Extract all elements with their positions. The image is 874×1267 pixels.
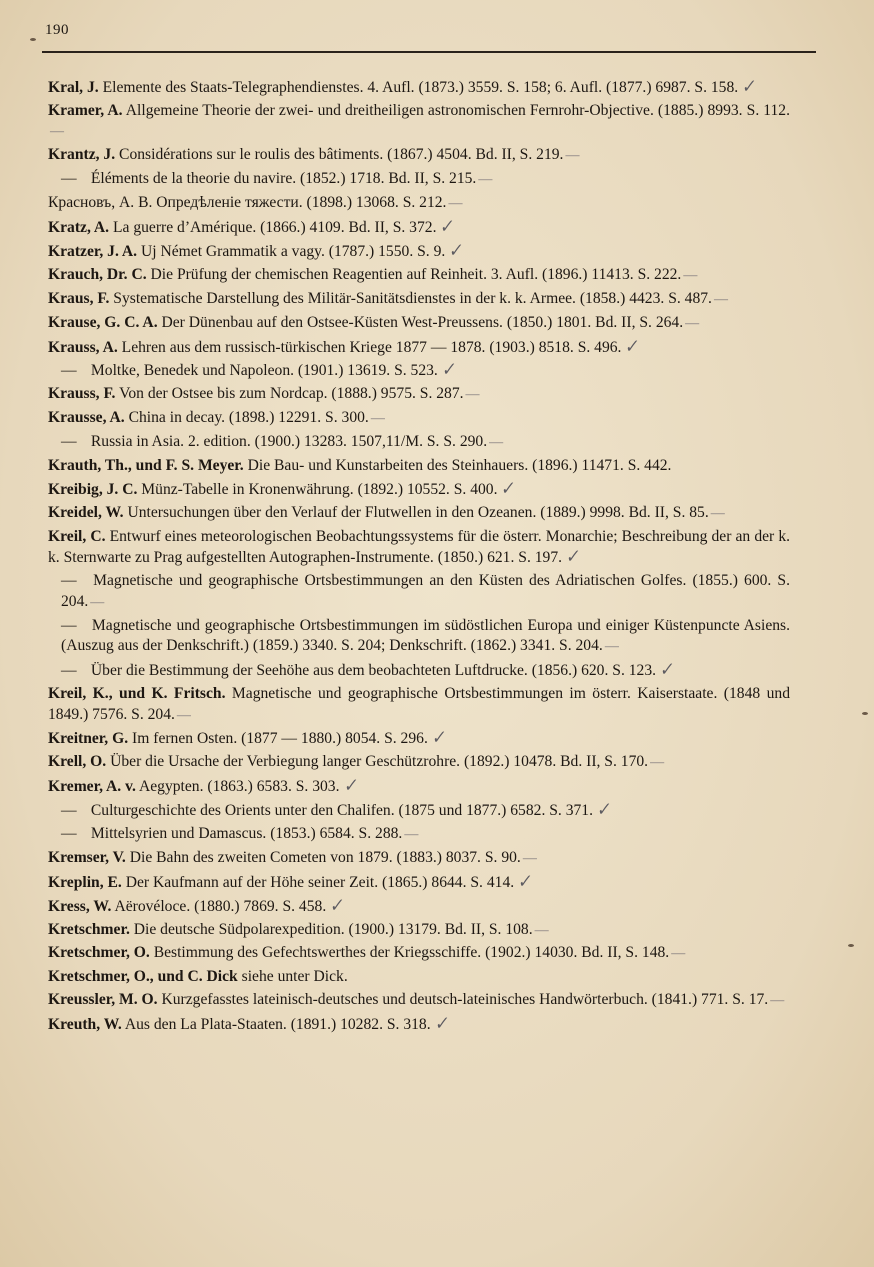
index-entry bbox=[0, 800, 790, 822]
index-entry bbox=[0, 169, 790, 191]
entry-author: Kratz, A. bbox=[48, 219, 110, 237]
index-entry bbox=[0, 265, 790, 287]
index-entry bbox=[0, 824, 790, 846]
entry-text: Die Bahn des zweiten Cometen von 1879. (1883.) 8037. S. 90. bbox=[129, 848, 521, 866]
entry-author: Kreil, C. bbox=[48, 527, 106, 545]
index-entry bbox=[0, 684, 790, 726]
entry-text: Entwurf eines meteorologischen Beobachtungssystems für die österr. Monarchie; Beschreibung der an der k. k. Sternwarte zu Prag aufgestellten Autographen-Instrumente. (1850.) 621. S. 197. bbox=[48, 527, 791, 567]
dash-mark-icon: — bbox=[404, 827, 419, 843]
entry-author: Krantz, J. bbox=[48, 146, 116, 164]
ditto-dash: — bbox=[61, 433, 77, 451]
ditto-dash: — bbox=[61, 616, 77, 634]
entry-text: Culturgeschichte des Orients unter den Chalifen. (1875 und 1877.) 6582. S. 371. bbox=[90, 802, 594, 820]
entry-author: Kreil, K., und K. Fritsch. bbox=[48, 684, 226, 702]
entry-text: Münz-Tabelle in Kronenwährung. (1892.) 10552. S. 400. bbox=[141, 480, 498, 498]
entry-text: China in decay. (1898.) 12291. S. 300. bbox=[128, 409, 369, 427]
entry-author: Kretschmer, O. bbox=[48, 944, 150, 962]
check-mark-icon: ✓ bbox=[657, 659, 675, 680]
entry-text: Uj Német Grammatik a vagy. (1787.) 1550. S. 9. bbox=[140, 242, 446, 260]
ditto-dash: — bbox=[61, 170, 77, 188]
entry-author: Kreibig, J. C. bbox=[48, 480, 138, 498]
entry-text: La guerre d’Amérique. (1866.) 4109. Bd. II, S. 372. bbox=[112, 219, 437, 237]
entry-author: Krauth, Th., und F. S. Meyer. bbox=[48, 456, 244, 474]
check-mark-icon: ✓ bbox=[623, 335, 640, 357]
index-entry bbox=[0, 872, 790, 894]
entry-author: Kremer, A. v. bbox=[48, 778, 136, 796]
entry-text: Die deutsche Südpolarexpedition. (1900.) 13179. Bd. II, S. 108. bbox=[133, 920, 533, 938]
dash-mark-icon: — bbox=[489, 435, 504, 451]
entry-text: Aërovéloce. (1880.) 7869. S. 458. bbox=[114, 897, 327, 915]
entry-text: Elemente des Staats-Telegraphendienstes. 4. Aufl. (1873.) 3559. S. 158; 6. Aufl. (1877.) 6987. S. 158. bbox=[102, 79, 739, 96]
index-entry bbox=[0, 408, 790, 430]
entry-text: Опредѣленіе тяжести. (1898.) 13068. S. 212. bbox=[156, 194, 447, 212]
dash-mark-icon: — bbox=[683, 267, 698, 283]
index-entry bbox=[0, 967, 790, 988]
check-mark-icon: ✓ bbox=[594, 799, 612, 821]
entry-text: Die Prüfung der chemischen Reagentien auf Reinheit. 3. Aufl. (1896.) 11413. S. 222. bbox=[150, 265, 682, 283]
index-entry bbox=[0, 456, 790, 477]
header-rule bbox=[42, 51, 816, 53]
index-entry bbox=[0, 360, 790, 382]
check-mark-icon: ✓ bbox=[446, 240, 464, 261]
page-number: 190 bbox=[45, 22, 69, 38]
ditto-dash: — bbox=[61, 572, 77, 590]
entry-author: Kreitner, G. bbox=[48, 730, 129, 748]
ink-spot bbox=[862, 712, 868, 715]
entry-author: Krauss, F. bbox=[48, 385, 116, 403]
index-entry bbox=[0, 896, 790, 918]
dash-mark-icon: — bbox=[650, 755, 665, 771]
entry-text: Der Kaufmann auf der Höhe seiner Zeit. (1865.) 8644. S. 414. bbox=[125, 873, 515, 891]
index-entry bbox=[0, 217, 790, 239]
index-entry bbox=[0, 527, 790, 569]
entry-author: Kreussler, M. O. bbox=[48, 991, 158, 1009]
entry-text: Éléments de la theorie du navire. (1852.) 1718. Bd. II, S. 215. bbox=[90, 170, 477, 188]
entry-text: Kurzgefasstes lateinisch-deutsches und deutsch-lateinisches Handwörterbuch. (1841.) 771. S. 17. bbox=[161, 991, 769, 1009]
entry-text: Russia in Asia. 2. edition. (1900.) 13283. 1507,11/M. S. S. 290. bbox=[90, 433, 488, 451]
dash-mark-icon: — bbox=[370, 411, 385, 427]
entry-author: Krausse, A. bbox=[48, 409, 125, 427]
entry-text: Considérations sur le roulis des bâtiments. (1867.) 4504. Bd. II, S. 219. bbox=[119, 146, 564, 164]
entry-author: Kreidel, W. bbox=[48, 503, 124, 521]
dash-mark-icon: — bbox=[465, 387, 480, 403]
check-mark-icon: ✓ bbox=[563, 546, 581, 568]
index-entry bbox=[0, 920, 790, 942]
index-entry bbox=[0, 337, 790, 359]
index-entry bbox=[0, 503, 790, 525]
entry-text: Allgemeine Theorie der zwei- und dreitheiligen astronomischen Fernrohr-Objective. (1885.) 8993. S. 112. bbox=[125, 101, 791, 119]
dash-mark-icon: — bbox=[770, 993, 785, 1009]
index-entry bbox=[0, 752, 790, 774]
entry-text: Systematische Darstellung des Militär-Sanitätsdienstes in der k. k. Armee. (1858.) 4423. S. 487. bbox=[113, 289, 712, 307]
dash-mark-icon: — bbox=[176, 707, 191, 723]
check-mark-icon: ✓ bbox=[439, 359, 457, 381]
check-mark-icon: ✓ bbox=[432, 1013, 450, 1035]
index-entry bbox=[0, 241, 790, 263]
dash-mark-icon: — bbox=[671, 946, 686, 962]
index-entry bbox=[0, 432, 790, 454]
entry-text: Über die Ursache der Verbiegung langer Geschützrohre. (1892.) 10478. Bd. II, S. 170. bbox=[110, 753, 649, 771]
index-entry bbox=[0, 384, 790, 406]
entry-author: Красновъ, А. В. bbox=[48, 194, 153, 212]
entry-text: Mittelsyrien und Damascus. (1853.) 6584. S. 288. bbox=[90, 825, 403, 843]
index-entry bbox=[0, 728, 790, 750]
dash-mark-icon: — bbox=[534, 922, 549, 938]
entry-text: Lehren aus dem russisch-türkischen Kriege 1877 — 1878. (1903.) 8518. S. 496. bbox=[121, 338, 622, 356]
index-entry bbox=[0, 660, 790, 682]
ink-spot bbox=[30, 38, 36, 41]
index-entry bbox=[0, 77, 790, 99]
entry-text: Magnetische und geographische Ortsbestimmungen im österr. Kaiserstaate. (1848 und 1849.) 7576. S. 204. bbox=[48, 684, 790, 723]
dash-mark-icon: — bbox=[478, 172, 493, 188]
check-mark-icon: ✓ bbox=[515, 870, 533, 892]
entry-author: Krauss, A. bbox=[48, 338, 118, 356]
index-entry bbox=[0, 101, 790, 143]
dash-mark-icon: — bbox=[522, 850, 537, 866]
entry-text: Im fernen Osten. (1877 — 1880.) 8054. S. 296. bbox=[132, 730, 428, 748]
entry-text: Bestimmung des Gefechtswerthes der Kriegsschiffe. (1902.) 14030. Bd. II, S. 148. bbox=[153, 944, 670, 962]
entry-text: Untersuchungen über den Verlauf der Flutwellen in den Ozeanen. (1889.) 9998. Bd. II, S. 85. bbox=[127, 503, 709, 521]
ditto-dash: — bbox=[61, 825, 77, 843]
index-entry bbox=[0, 145, 790, 167]
ditto-dash: — bbox=[61, 362, 77, 380]
entry-author: Kremser, V. bbox=[48, 848, 126, 866]
ink-spot bbox=[848, 944, 854, 947]
entry-author: Kress, W. bbox=[48, 897, 112, 915]
index-entry bbox=[0, 289, 790, 311]
dash-mark-icon: — bbox=[565, 148, 580, 164]
entry-author: Krauch, Dr. C. bbox=[48, 265, 147, 283]
ditto-dash: — bbox=[61, 802, 77, 820]
check-mark-icon: ✓ bbox=[739, 76, 757, 97]
index-entry bbox=[0, 848, 790, 870]
index-entry bbox=[0, 193, 790, 215]
entry-text: Von der Ostsee bis zum Nordcap. (1888.) 9575. S. 287. bbox=[119, 385, 464, 403]
dash-mark-icon: — bbox=[604, 639, 619, 655]
index-entry bbox=[0, 990, 790, 1012]
dash-mark-icon: — bbox=[710, 505, 725, 521]
entry-author: Kreuth, W. bbox=[48, 1016, 122, 1034]
entry-author: Kretschmer. bbox=[48, 920, 130, 938]
entry-author: Kramer, A. bbox=[48, 101, 123, 119]
index-entry bbox=[0, 616, 790, 658]
index-entry bbox=[0, 479, 790, 501]
index-entry bbox=[0, 776, 790, 798]
check-mark-icon: ✓ bbox=[341, 775, 358, 797]
dash-mark-icon: — bbox=[90, 594, 105, 610]
entry-text: Magnetische und geographische Ortsbestimmungen im südöstlichen Europa und einiger Küstenpuncte Asiens. (Auszug aus der Denkschrift.) (1859.) 3340. S. 204; Denkschrift. (1862.) 3341. S. 204. bbox=[61, 616, 790, 655]
check-mark-icon: ✓ bbox=[438, 216, 455, 237]
entry-author: Kretschmer, O., und C. Dick bbox=[48, 968, 238, 986]
entry-author: Krause, G. C. A. bbox=[48, 313, 158, 331]
entry-text: Aus den La Plata-Staaten. (1891.) 10282. S. 318. bbox=[124, 1016, 431, 1034]
dash-mark-icon: — bbox=[685, 315, 700, 331]
index-entry bbox=[0, 313, 790, 335]
entry-text: Die Bau- und Kunstarbeiten des Steinhauers. (1896.) 11471. S. 442. bbox=[247, 456, 672, 474]
ditto-dash: — bbox=[61, 662, 77, 680]
entry-text: Über die Bestimmung der Seehöhe aus dem beobachteten Luftdrucke. (1856.) 620. S. 123. bbox=[90, 662, 657, 680]
dash-mark-icon: — bbox=[713, 291, 728, 307]
entry-author: Kral, J. bbox=[48, 79, 99, 96]
check-mark-icon: ✓ bbox=[327, 894, 345, 916]
check-mark-icon: ✓ bbox=[499, 477, 516, 499]
entry-text: Aegypten. (1863.) 6583. S. 303. bbox=[138, 778, 340, 796]
dash-mark-icon: — bbox=[50, 124, 64, 140]
entry-author: Kratzer, J. A. bbox=[48, 242, 138, 260]
index-entry bbox=[0, 1014, 790, 1036]
dash-mark-icon: — bbox=[448, 196, 463, 212]
entry-text: siehe unter Dick. bbox=[241, 968, 348, 986]
entry-text: Moltke, Benedek und Napoleon. (1901.) 13619. S. 523. bbox=[90, 362, 438, 380]
index-entries bbox=[0, 77, 874, 1038]
check-mark-icon: ✓ bbox=[429, 727, 447, 749]
entry-text: Magnetische und geographische Ortsbestimmungen an den Küsten des Adriatischen Golfes. (1855.) 600. S. 204. bbox=[61, 572, 790, 610]
index-entry bbox=[0, 571, 790, 613]
entry-author: Kreplin, E. bbox=[48, 873, 122, 891]
entry-author: Kraus, F. bbox=[48, 289, 110, 307]
entry-author: Krell, O. bbox=[48, 753, 107, 771]
index-entry bbox=[0, 943, 790, 965]
entry-text: Der Dünenbau auf den Ostsee-Küsten West-Preussens. (1850.) 1801. Bd. II, S. 264. bbox=[161, 313, 684, 331]
